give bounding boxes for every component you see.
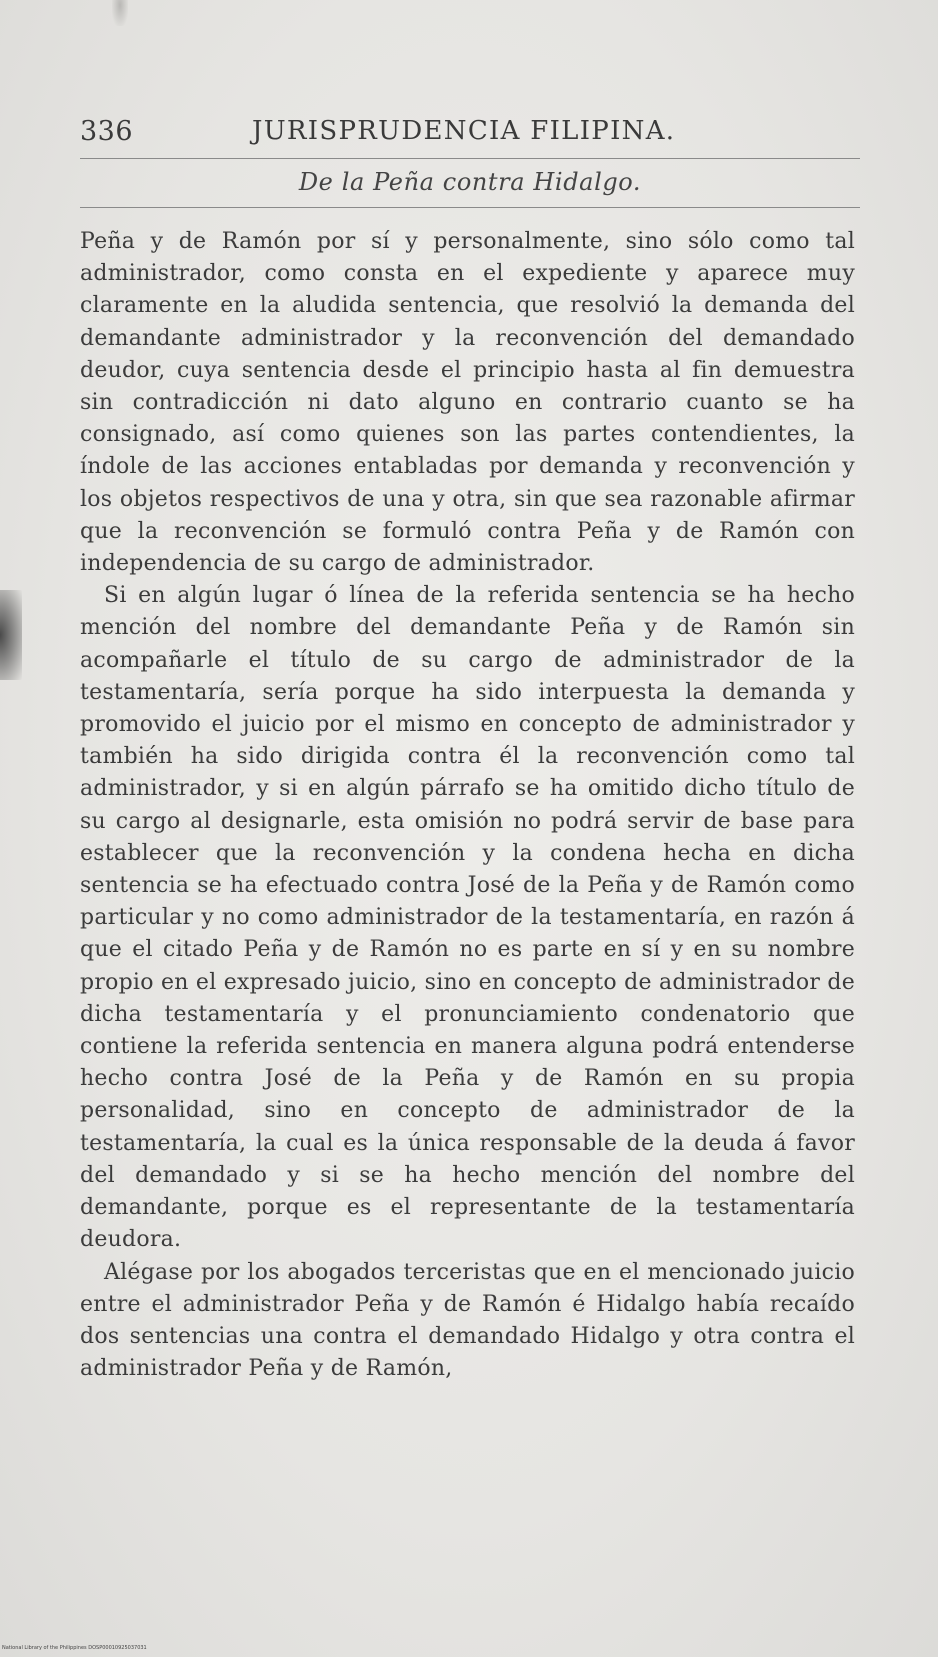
case-title: De la Peña contra Hidalgo. — [298, 168, 642, 196]
scan-artifact-top — [112, 0, 128, 26]
paragraph-3: Alégase por los abogados terceristas que en el mencionado juicio entre el administrador Peña y de Ramón é Hidalgo había recaído dos sentencias una contra el demandado Hidalgo y otra contra el administrador Peña y de Ramón, — [80, 1259, 855, 1382]
header-rule-top — [80, 158, 860, 159]
paragraph-2: Si en algún lugar ó línea de la referida sentencia se ha hecho mención del nombre del demandante Peña y de Ramón sin acompañarle el título de su cargo de administrador de la testamentaría, sería porque ha sido interpuesta la demanda y promovido el juicio por el mismo en concepto de administrador y también ha sido dirigida contra él la reconvención como tal administrador, y si en algún párrafo se ha omitido dicho título de su cargo al designarle, esta omisión no podrá servir de base para establecer que la reconvención y la condena hecha en dicha sentencia se ha efectuado contra José de la Peña y de Ramón como particular y no como administrador de la testamentaría, en razón á que el citado Peña y de Ramón no es parte en sí y en su nombre propio en el expresado juicio, sino en concepto de administrador de dicha testamentaría y el pronunciamiento condenatorio que contiene la referida sentencia en manera alguna podrá entenderse hecho contra José de la Peña y de Ramón en su propia personalidad, sino en concepto de administrador de la testamentaría, la cual es la única responsable de la deuda á favor del demandado y si se ha hecho mención del nombre del demandante, porque es el representante de la testamentaría deudora. — [80, 583, 855, 1253]
page-number: 336 — [80, 116, 134, 147]
header-rule-bottom — [80, 207, 860, 208]
page-header — [80, 116, 860, 156]
body-text — [80, 226, 855, 1385]
footer-note: National Library of the Philippines DOSP00010925037031 — [2, 1645, 147, 1651]
paragraph-1: Peña y de Ramón por sí y personalmente, sino sólo como tal administrador, como consta en el expediente y aparece muy claramente en la aludida sentencia, que resolvió la demanda del demandante administrador y la reconvención del demandado deudor, cuya sentencia desde el principio hasta al fin demuestra sin contradicción ni dato alguno en contrario cuanto se ha consignado, así como quienes son las partes contendientes, la índole de las acciones entabladas por demanda y reconvención y los objetos respectivos de una y otra, sin que sea razonable afirmar que la reconvención se formuló contra Peña y de Ramón con independencia de su cargo de administrador. — [80, 229, 855, 577]
running-title: JURISPRUDENCIA FILIPINA. — [252, 116, 676, 146]
scan-artifact-edge — [0, 590, 22, 680]
